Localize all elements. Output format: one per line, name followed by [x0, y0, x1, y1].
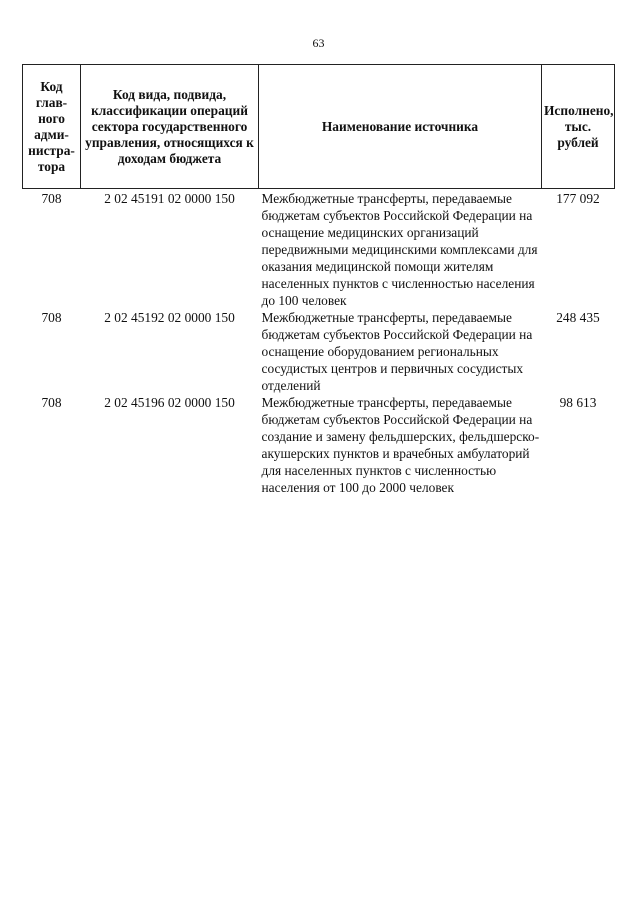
row-source-name: Межбюджетные трансферты, передаваемые бюджетам субъектов Российской Федерации на оснащение оборудованием региональных сосудистых центров и первичных сосудистых отделений [261, 310, 533, 393]
table-row [23, 394, 615, 496]
row-classification-code: 2 02 45191 02 0000 150 [104, 191, 235, 206]
header-classification-code: Код вида, подвида, классификации операций сектора государственного управления, относящихся к доходам бюджета [81, 65, 259, 189]
row-source-name: Межбюджетные трансферты, передаваемые бюджетам субъектов Российской Федерации на создание и замену фельдшерских, фельдшерско-акушерских пунктов и врачебных амбулаторий для населенных пунктов с численностью населения от 100 до 2000 человек [261, 395, 540, 495]
row-source-name: Межбюджетные трансферты, передаваемые бюджетам субъектов Российской Федерации на оснащение медицинских организаций передвижными медицинскими комплексами для оказания медицинской помощи жителям населенных пунктов с численностью населения до 100 человек [261, 191, 538, 308]
table-row [23, 309, 615, 394]
row-classification-code: 2 02 45196 02 0000 150 [104, 395, 235, 410]
header-executed: Исполнено, тыс. рублей [542, 65, 615, 189]
row-admin-code: 708 [41, 395, 62, 410]
row-admin-code: 708 [41, 310, 62, 325]
row-executed-amount: 98 613 [559, 395, 597, 410]
row-admin-code: 708 [41, 191, 62, 206]
budget-revenue-table [22, 64, 615, 496]
header-source-name: Наименование источника [259, 65, 542, 189]
table-row [23, 189, 615, 310]
page-number: 63 [312, 36, 325, 50]
row-executed-amount: 248 435 [556, 310, 600, 325]
table-header-row [23, 65, 615, 189]
row-classification-code: 2 02 45192 02 0000 150 [104, 310, 235, 325]
header-admin-code: Код глав-ного адми-нистра-тора [23, 65, 81, 189]
row-executed-amount: 177 092 [556, 191, 600, 206]
